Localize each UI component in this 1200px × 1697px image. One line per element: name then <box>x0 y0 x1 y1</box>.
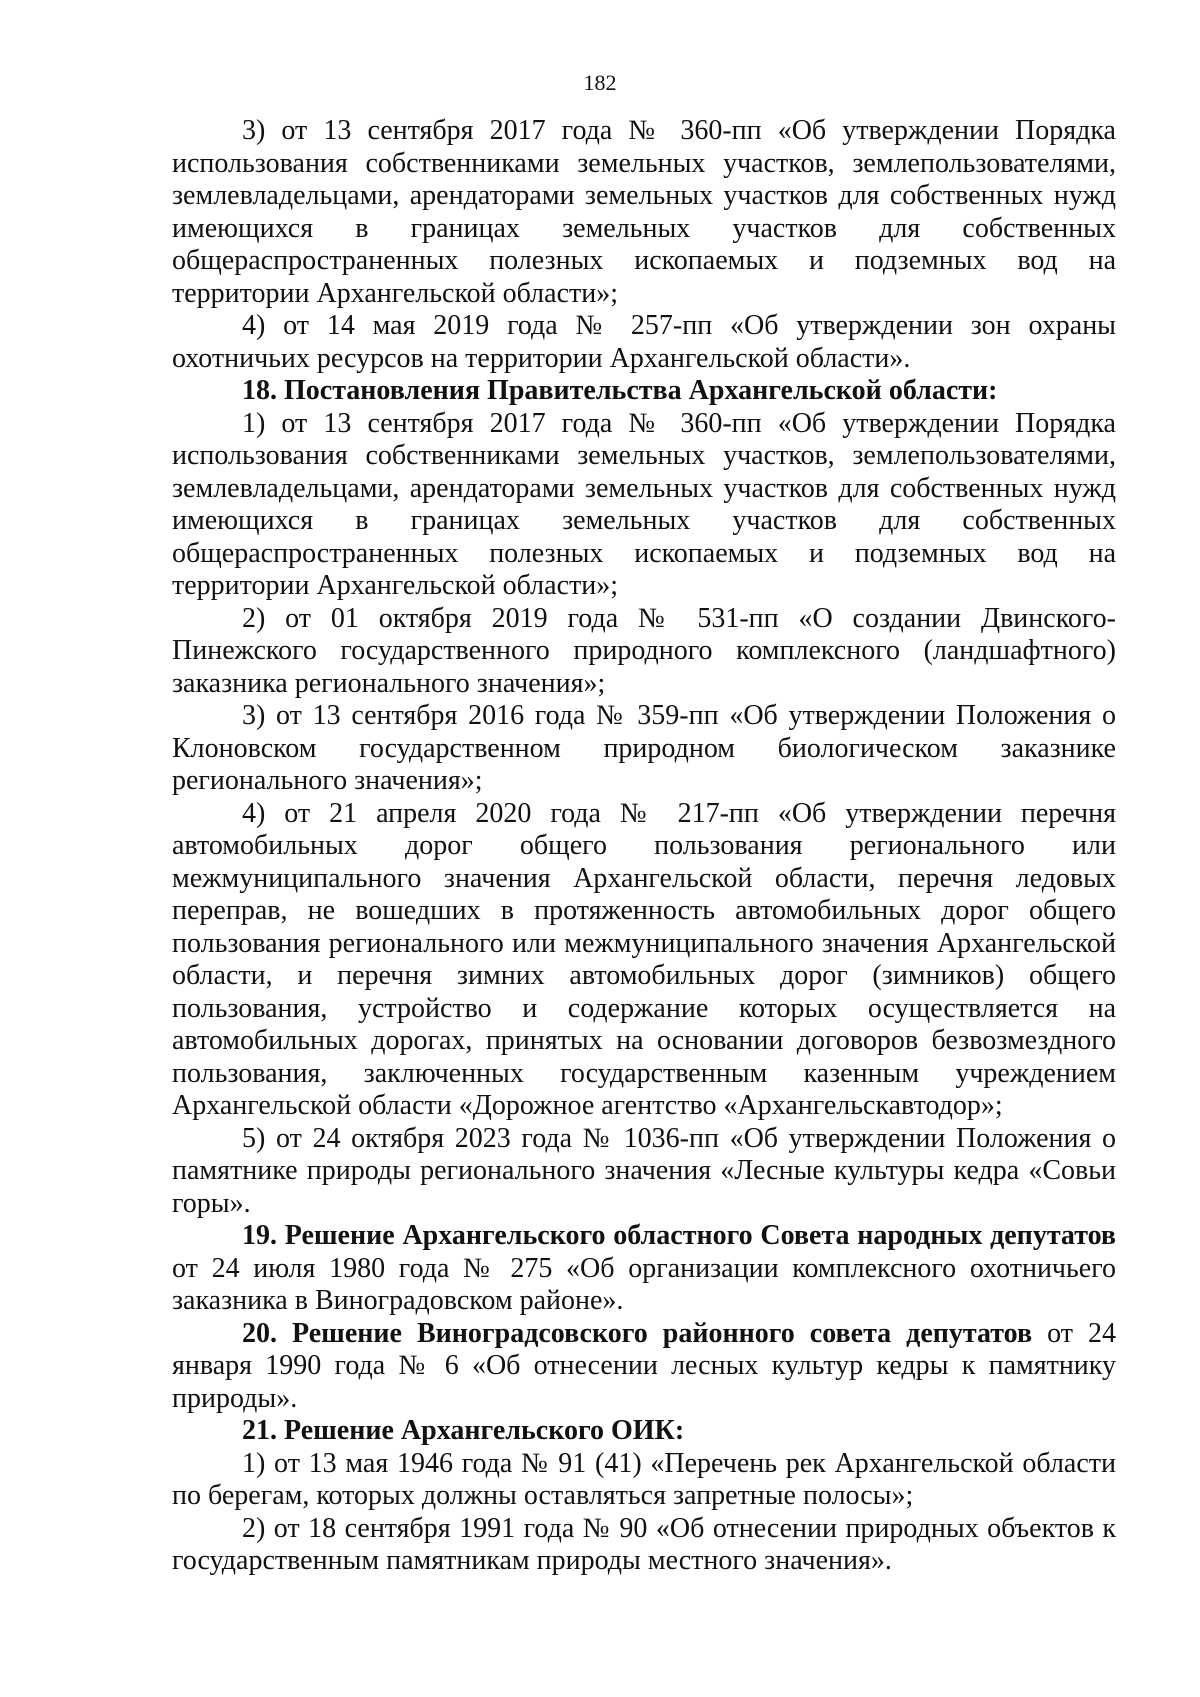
section-20 <box>172 1318 1116 1416</box>
section-heading-21: 21. Решение Архангельского ОИК: <box>242 1415 685 1446</box>
list-item-17-3: 3) от 13 сентября 2017 года № 360-пп «Об утверждении Порядка использования собственниками земельных участков, землепользователями, землевладельцами, арендаторами земельных участков для собственных нужд имеющихся в границах земельных участков для собственных общераспространенных полезных ископаемых и подземных вод на территории Архангельской области»; <box>172 115 1116 309</box>
list-item-21-2: 2) от 18 сентября 1991 года № 90 «Об отнесении природных объектов к государственным памятникам природы местного значения». <box>172 1512 1116 1576</box>
list-item-21-1: 1) от 13 мая 1946 года № 91 (41) «Перечень рек Архангельской области по берегам, которых должны оставляться запретные полосы»; <box>172 1447 1116 1511</box>
section-20-text: от 24 января 1990 года № 6 «Об отнесении лесных культур кедры к памятнику природы». <box>172 1317 1117 1414</box>
section-heading-18: 18. Постановления Правительства Архангельской области: <box>242 375 998 406</box>
list-item-18-2: 2) от 01 октября 2019 года № 531-пп «О создании Двинского-Пинежского государственного природного комплексного (ландшафтного) заказника регионального значения»; <box>172 602 1116 699</box>
section-19-text: от 24 июля 1980 года № 275 «Об организации комплексного охотничьего заказника в Виноградовском районе». <box>172 1252 1116 1316</box>
section-19 <box>172 1220 1116 1318</box>
page-number: 182 <box>583 70 617 95</box>
document-body <box>172 115 1116 1578</box>
list-item-17-4: 4) от 14 мая 2019 года № 257-пп «Об утверждении зон охраны охотничьих ресурсов на территории Архангельской области». <box>172 310 1116 374</box>
list-item-18-4: 4) от 21 апреля 2020 года № 217-пп «Об утверждении перечня автомобильных дорог общего пользования регионального или межмуниципального значения Архангельской области, перечня ледовых переправ, не вошедших в протяженность автомобильных дорог общего пользования регионального или межмуниципального значения Архангельской области, и перечня зимних автомобильных дорог (зимников) общего пользования, устройство и содержание которых осуществляется на автомобильных дорогах, принятых на основании договоров безвозмездного пользования, заключенных государственным казенным учреждением Архангельской области «Дорожное агентство «Архангельскавтодор»; <box>172 797 1116 1121</box>
list-item-18-3: 3) от 13 сентября 2016 года № 359-пп «Об утверждении Положения о Клоновском государственном природном биологическом заказнике регионального значения»; <box>172 700 1116 796</box>
list-item-18-1: 1) от 13 сентября 2017 года № 360-пп «Об утверждении Порядка использования собственниками земельных участков, землепользователями, землевладельцами, арендаторами земельных участков для собственных нужд имеющихся в границах земельных участков для собственных общераспространенных полезных ископаемых и подземных вод на территории Архангельской области»; <box>172 407 1116 601</box>
section-heading-20: 20. Решение Виноградсовского районного совета депутатов <box>242 1317 1033 1349</box>
list-item-18-5: 5) от 24 октября 2023 года № 1036-пп «Об утверждении Положения о памятнике природы регионального значения «Лесные культуры кедра «Совьи горы». <box>172 1122 1116 1219</box>
section-heading-19: 19. Решение Архангельского областного Совета народных депутатов <box>242 1220 1116 1251</box>
